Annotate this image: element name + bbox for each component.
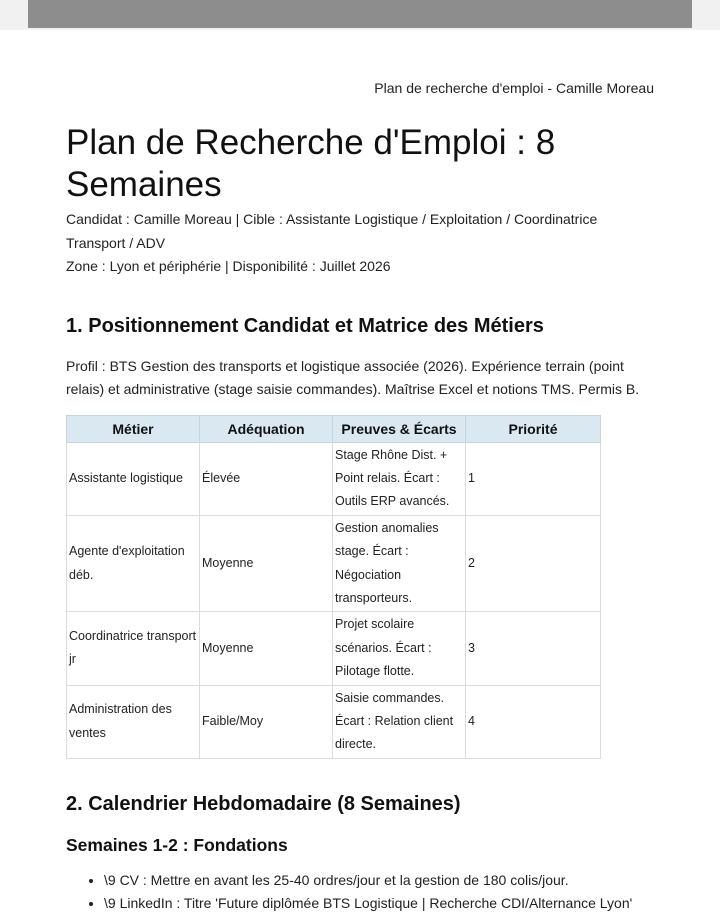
weeks-1-2-heading: Semaines 1-2 : Fondations (66, 834, 288, 855)
section2-heading: 2. Calendrier Hebdomadaire (8 Semaines) (66, 792, 461, 815)
weeks-1-2-list (66, 869, 656, 915)
table-row (67, 442, 601, 515)
cell-priorite: 1 (466, 442, 601, 515)
table-row (67, 612, 601, 685)
document-content (66, 122, 656, 915)
browser-top-bar (0, 0, 720, 30)
cell-adequation: Faible/Moy (200, 685, 333, 758)
header-adequation: Adéquation (200, 415, 333, 442)
cell-preuves: Saisie commandes. Écart : Relation client directe. (333, 685, 466, 758)
table-header-row (67, 415, 601, 442)
cell-priorite: 4 (466, 685, 601, 758)
cell-preuves: Projet scolaire scénarios. Écart : Pilotage flotte. (333, 612, 466, 685)
document-page (0, 30, 720, 911)
cell-priorite: 3 (466, 612, 601, 685)
list-item: • \9 LinkedIn : Titre 'Future diplômée BTS Logistique | Recherche CDI/Alternance Lyon' (104, 892, 656, 915)
list-item: • \9 CV : Mettre en avant les 25-40 ordres/jour et la gestion de 180 colis/jour. (104, 869, 656, 892)
cell-preuves: Gestion anomalies stage. Écart : Négociation transporteurs. (333, 515, 466, 612)
cell-adequation: Élevée (200, 442, 333, 515)
table-row (67, 515, 601, 612)
jobs-matrix-table (66, 415, 601, 759)
cell-metier: Assistante logistique (67, 442, 200, 515)
cell-metier: Coordinatrice transport jr (67, 612, 200, 685)
cell-adequation: Moyenne (200, 612, 333, 685)
meta-zone-line: Zone : Lyon et périphérie | Disponibilité : Juillet 2026 (66, 258, 391, 274)
table-row (67, 685, 601, 758)
running-header: Plan de recherche d'emploi - Camille Moreau (374, 80, 654, 96)
header-priorite: Priorité (466, 415, 601, 442)
meta-candidate-line: Candidat : Camille Moreau | Cible : Assistante Logistique / Exploitation / Coordinatrice Transport / ADV (66, 211, 598, 251)
candidate-meta (66, 208, 656, 279)
header-preuves: Preuves & Écarts (333, 415, 466, 442)
header-metier: Métier (67, 415, 200, 442)
section1-heading: 1. Positionnement Candidat et Matrice des Métiers (66, 314, 544, 337)
cell-metier: Administration des ventes (67, 685, 200, 758)
cell-priorite: 2 (466, 515, 601, 612)
cell-preuves: Stage Rhône Dist. + Point relais. Écart : Outils ERP avancés. (333, 442, 466, 515)
cell-metier: Agente d'exploitation déb. (67, 515, 200, 612)
top-bar-strip (28, 0, 692, 28)
document-title: Plan de Recherche d'Emploi : 8 Semaines (66, 123, 556, 204)
profile-paragraph: Profil : BTS Gestion des transports et logistique associée (2026). Expérience terrain (point relais) et administrative (stage saisie commandes). Maîtrise Excel et notions TMS. Permis B. (66, 357, 640, 397)
cell-adequation: Moyenne (200, 515, 333, 612)
